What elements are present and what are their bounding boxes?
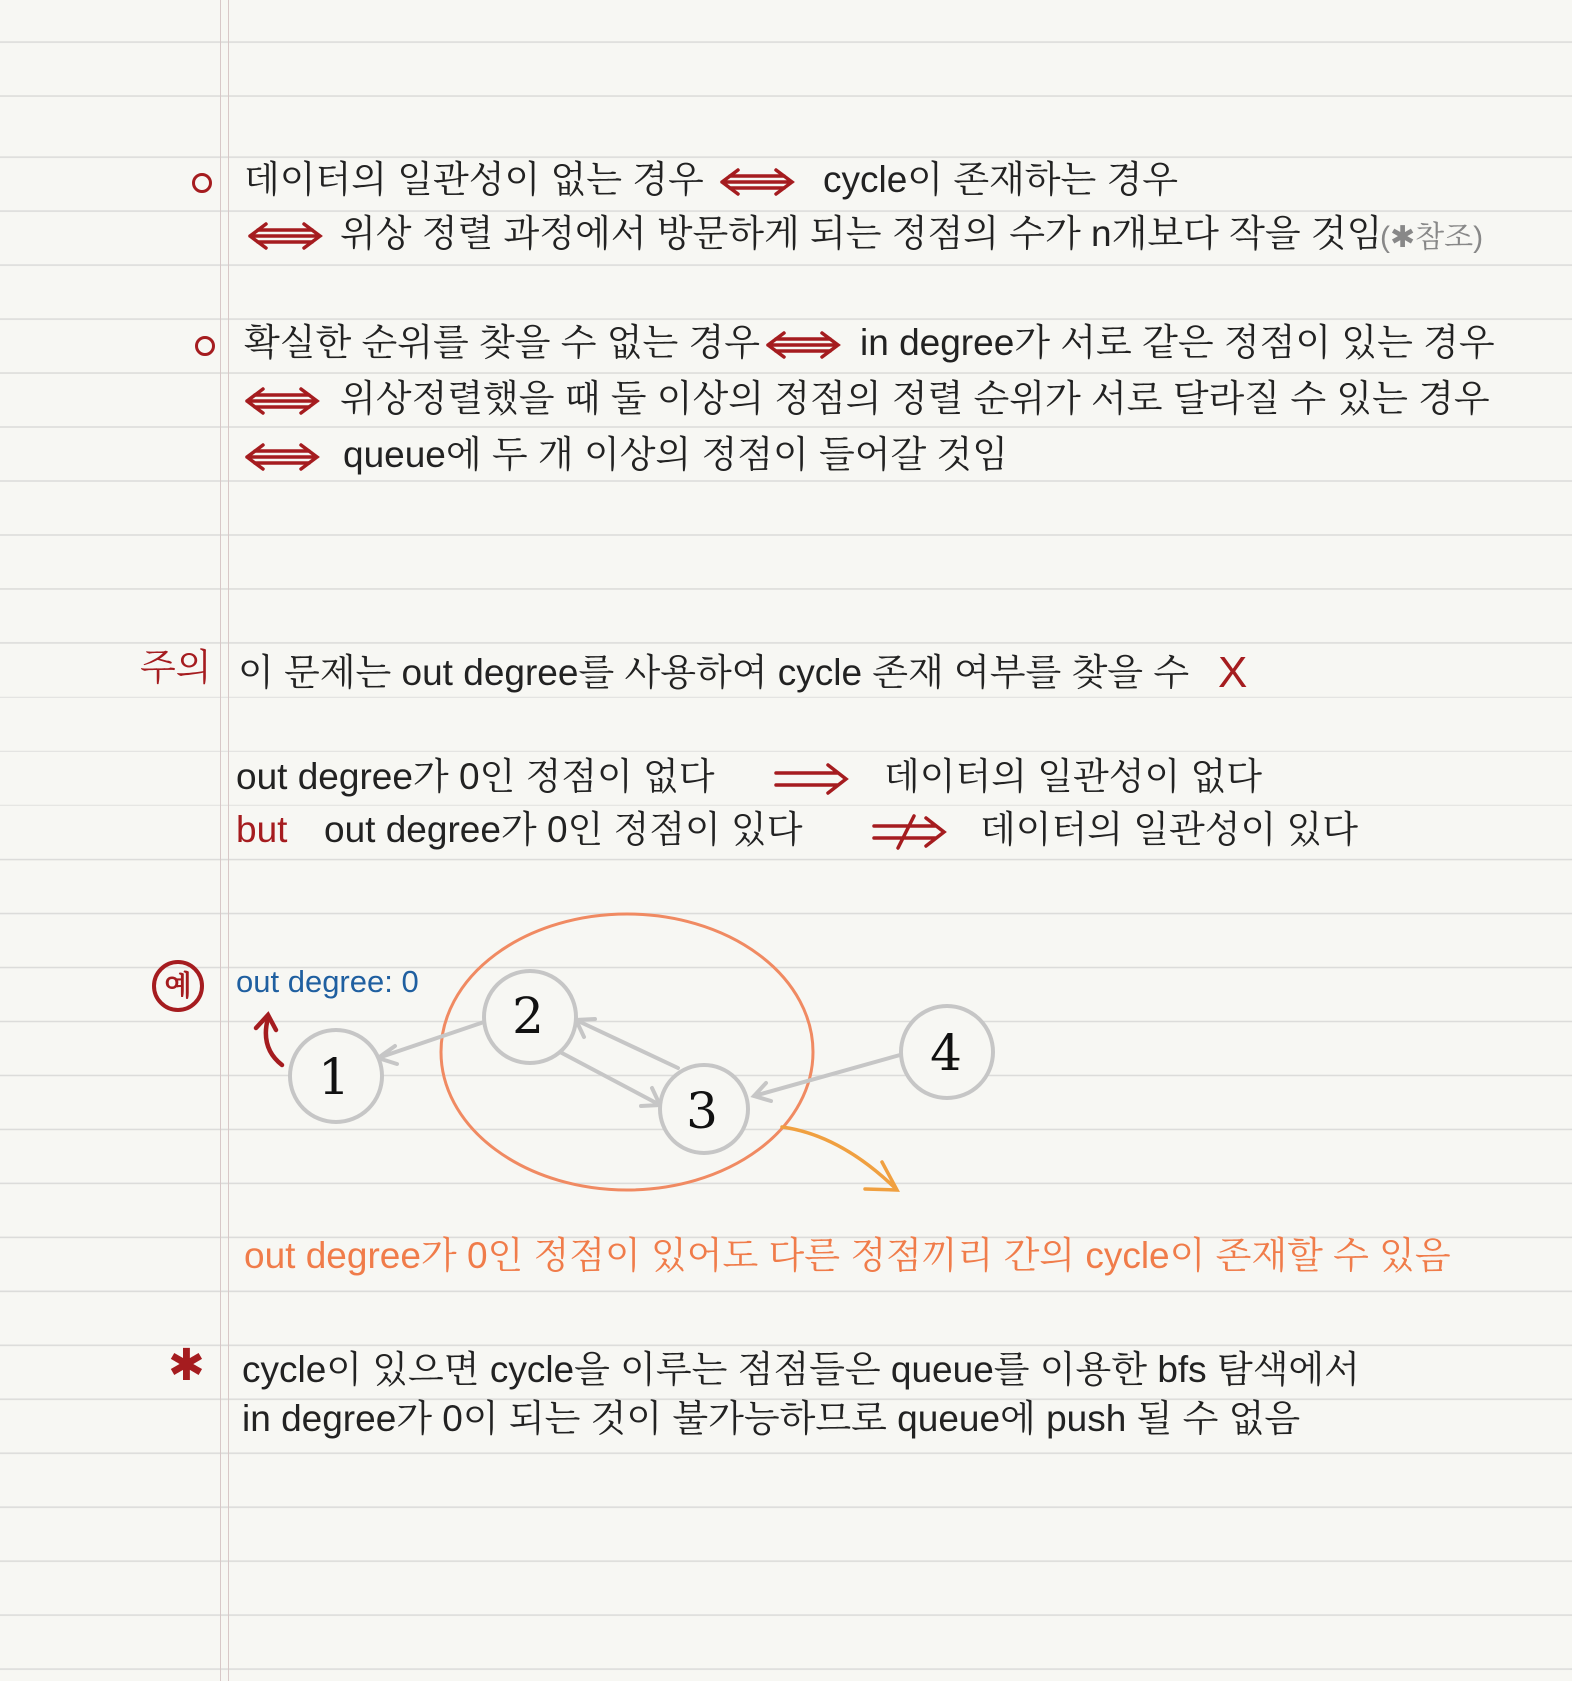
iff-arrow <box>764 327 844 363</box>
node-1-label: 1 <box>318 1048 350 1106</box>
bullet-circle <box>195 336 215 356</box>
section1-line1-right: cycle이 존재하는 경우 <box>823 159 1179 200</box>
node-2-label: 2 <box>512 987 544 1045</box>
edge-4-to-3 <box>754 1055 900 1101</box>
implication-line2-right: 데이터의 일관성이 있다 <box>980 809 1358 850</box>
margin-line <box>220 0 221 1681</box>
edge-2-to-3 <box>560 1052 660 1106</box>
implication-line2-left: out degree가 0인 정점이 있다 <box>324 809 803 850</box>
node-3-label: 3 <box>686 1082 718 1140</box>
implication-but: but <box>236 809 288 850</box>
section2-line1-right: in degree가 서로 같은 정점이 있는 경우 <box>860 322 1495 363</box>
note-asterisk-marker: ✱ <box>168 1341 205 1390</box>
section2-line1-left: 확실한 순위를 찾을 수 없는 경우 <box>244 322 761 363</box>
caution-label: 주의 <box>140 647 212 688</box>
example-marker: 예 <box>152 960 204 1012</box>
implies-arrow <box>772 761 852 797</box>
note-line1: cycle이 있으면 cycle을 이루는 점점들은 queue를 이용한 bfs 탐색에서 <box>242 1349 1360 1390</box>
example-conclusion: out degree가 0인 정점이 있어도 다른 정점끼리 간의 cycle이 존재할 수 있음 <box>244 1235 1451 1276</box>
implication-line1-left: out degree가 0인 정점이 없다 <box>236 756 715 797</box>
node-4-label: 4 <box>930 1024 962 1082</box>
not-implies-arrow <box>870 812 950 852</box>
cycle-ellipse <box>441 914 813 1190</box>
implication-line1-right: 데이터의 일관성이 없다 <box>884 756 1262 797</box>
iff-arrow <box>246 218 326 254</box>
cycle-arrow <box>782 1127 895 1188</box>
caution-text: 이 문제는 out degree를 사용하여 cycle 존재 여부를 찾을 수 <box>238 652 1190 693</box>
section1-line2-note: (✱참조) <box>1380 221 1484 254</box>
edge-2-to-1 <box>378 1022 484 1064</box>
graph-diagram <box>230 900 1230 1160</box>
caution-x-mark: X <box>1218 648 1248 697</box>
iff-arrow <box>718 164 798 200</box>
edge-3-to-2 <box>576 1019 678 1068</box>
margin-line <box>228 0 229 1681</box>
outdegree-label: out degree: 0 <box>236 964 419 999</box>
iff-arrow <box>243 383 323 419</box>
section1-line2-text: 위상 정렬 과정에서 방문하게 되는 정점의 수가 n개보다 작을 것임 <box>340 213 1383 254</box>
note-line2: in degree가 0이 되는 것이 불가능하므로 queue에 push 될 수 없음 <box>242 1398 1301 1439</box>
section2-line2-text: 위상정렬했을 때 둘 이상의 정점의 정렬 순위가 서로 달라질 수 있는 경우 <box>340 378 1490 419</box>
section1-line1-left: 데이터의 일관성이 없는 경우 <box>244 159 704 200</box>
iff-arrow <box>243 439 323 475</box>
bullet-circle <box>192 173 212 193</box>
section2-line3-text: queue에 두 개 이상의 정점이 들어갈 것임 <box>343 434 1008 475</box>
